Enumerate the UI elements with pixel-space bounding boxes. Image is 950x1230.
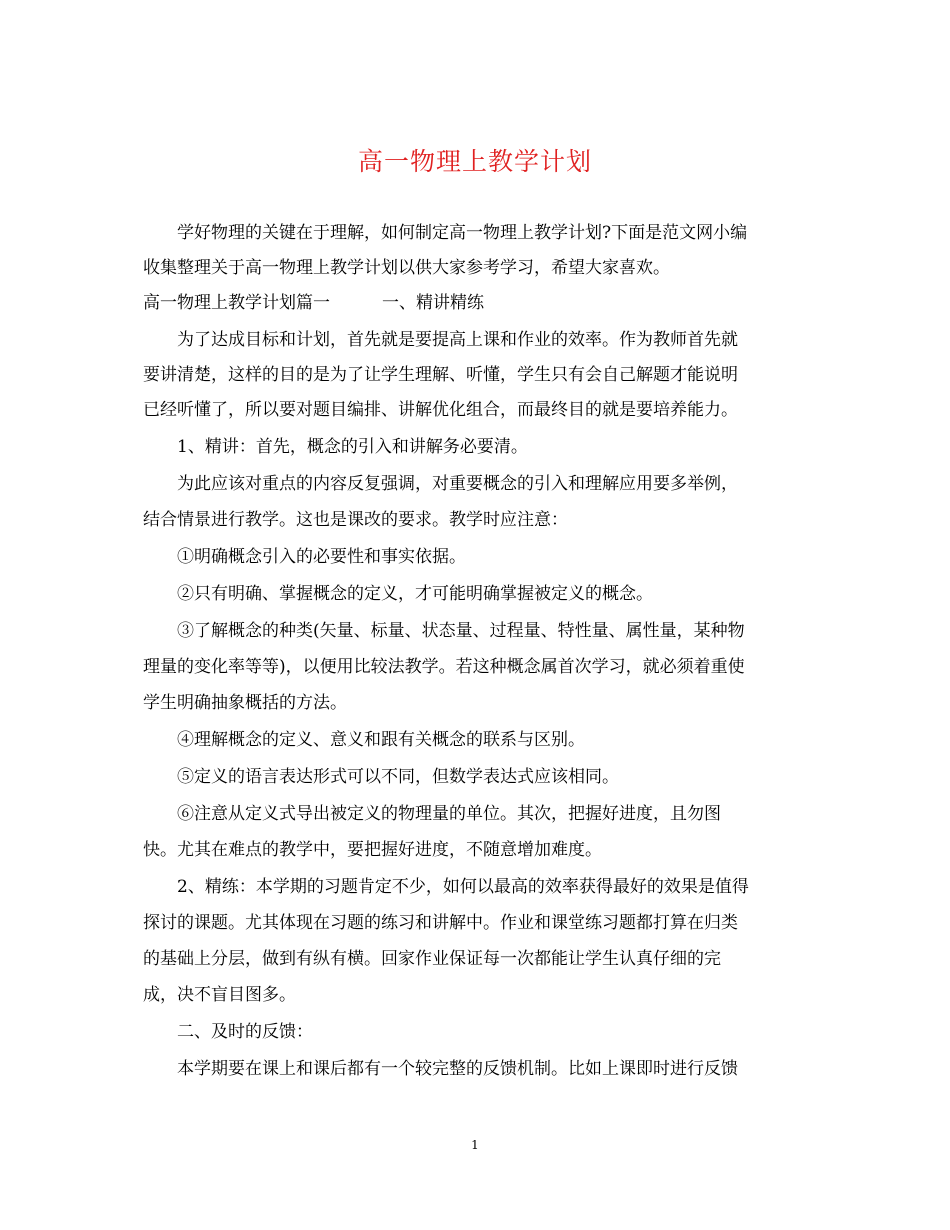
text-line: 1、精讲：首先，概念的引入和讲解务必要清。 [177,437,528,457]
text-line: 本学期要在课上和课后都有一个较完整的反馈机制。比如上课即时进行反馈 [177,1059,738,1079]
text-line: 探讨的课题。尤其体现在习题的练习和讲解中。作业和课堂练习题都打算在归类 [143,913,738,933]
text-line: 为此应该对重点的内容反复强调，对重要概念的引入和理解应用要多举例， [177,474,738,494]
text-line: 2、精练：本学期的习题肯定不少，如何以最高的效率获得最好的效果是值得 [177,877,749,897]
text-line: 学生明确抽象概括的方法。 [143,693,347,713]
text-line: 要讲清楚，这样的目的是为了让学生理解、听懂，学生只有会自己解题才能说明 [143,365,738,385]
text-line: 成，决不盲目图多。 [143,985,296,1005]
text-line: 已经听懂了，所以要对题目编排、讲解优化组合，而最终目的就是要培养能力。 [143,400,738,420]
text-line: ⑥注意从定义式导出被定义的物理量的单位。其次，把握好进度，且勿图 [177,804,721,824]
text-line: 收集整理关于高一物理上教学计划以供大家参考学习，希望大家喜欢。 [143,258,670,278]
text-line: 结合情景进行教学。这也是课改的要求。教学时应注意： [143,510,568,530]
text-line: 的基础上分层，做到有纵有横。回家作业保证每一次都能让学生认真仔细的完 [143,949,721,969]
subsection-heading: 一、精讲精练 [382,293,484,313]
page-number: 1 [471,1138,479,1152]
text-line: 学好物理的关键在于理解，如何制定高一物理上教学计划?下面是范文网小编 [177,223,748,243]
document-title: 高一物理上教学计划 [357,147,592,176]
text-line: ①明确概念引入的必要性和事实依据。 [177,547,466,567]
text-line: 为了达成目标和计划，首先就是要提高上课和作业的效率。作为教师首先就 [177,330,738,350]
text-line: ③了解概念的种类(矢量、标量、状态量、过程量、特性量、属性量，某种物 [177,621,745,641]
section-heading-line [143,293,484,313]
text-line: 二、及时的反馈： [177,1022,313,1042]
text-line: 理量的变化率等等)，以便用比较法教学。若这种概念属首次学习，就必须着重使 [143,657,745,677]
text-line: 快。尤其在难点的教学中，要把握好进度，不随意增加难度。 [143,840,602,860]
section-heading: 高一物理上教学计划篇一 [143,293,330,313]
text-line: ②只有明确、掌握概念的定义，才可能明确掌握被定义的概念。 [177,584,653,604]
text-line: ⑤定义的语言表达形式可以不同，但数学表达式应该相同。 [177,767,619,787]
text-line: ④理解概念的定义、意义和跟有关概念的联系与区别。 [177,730,585,750]
